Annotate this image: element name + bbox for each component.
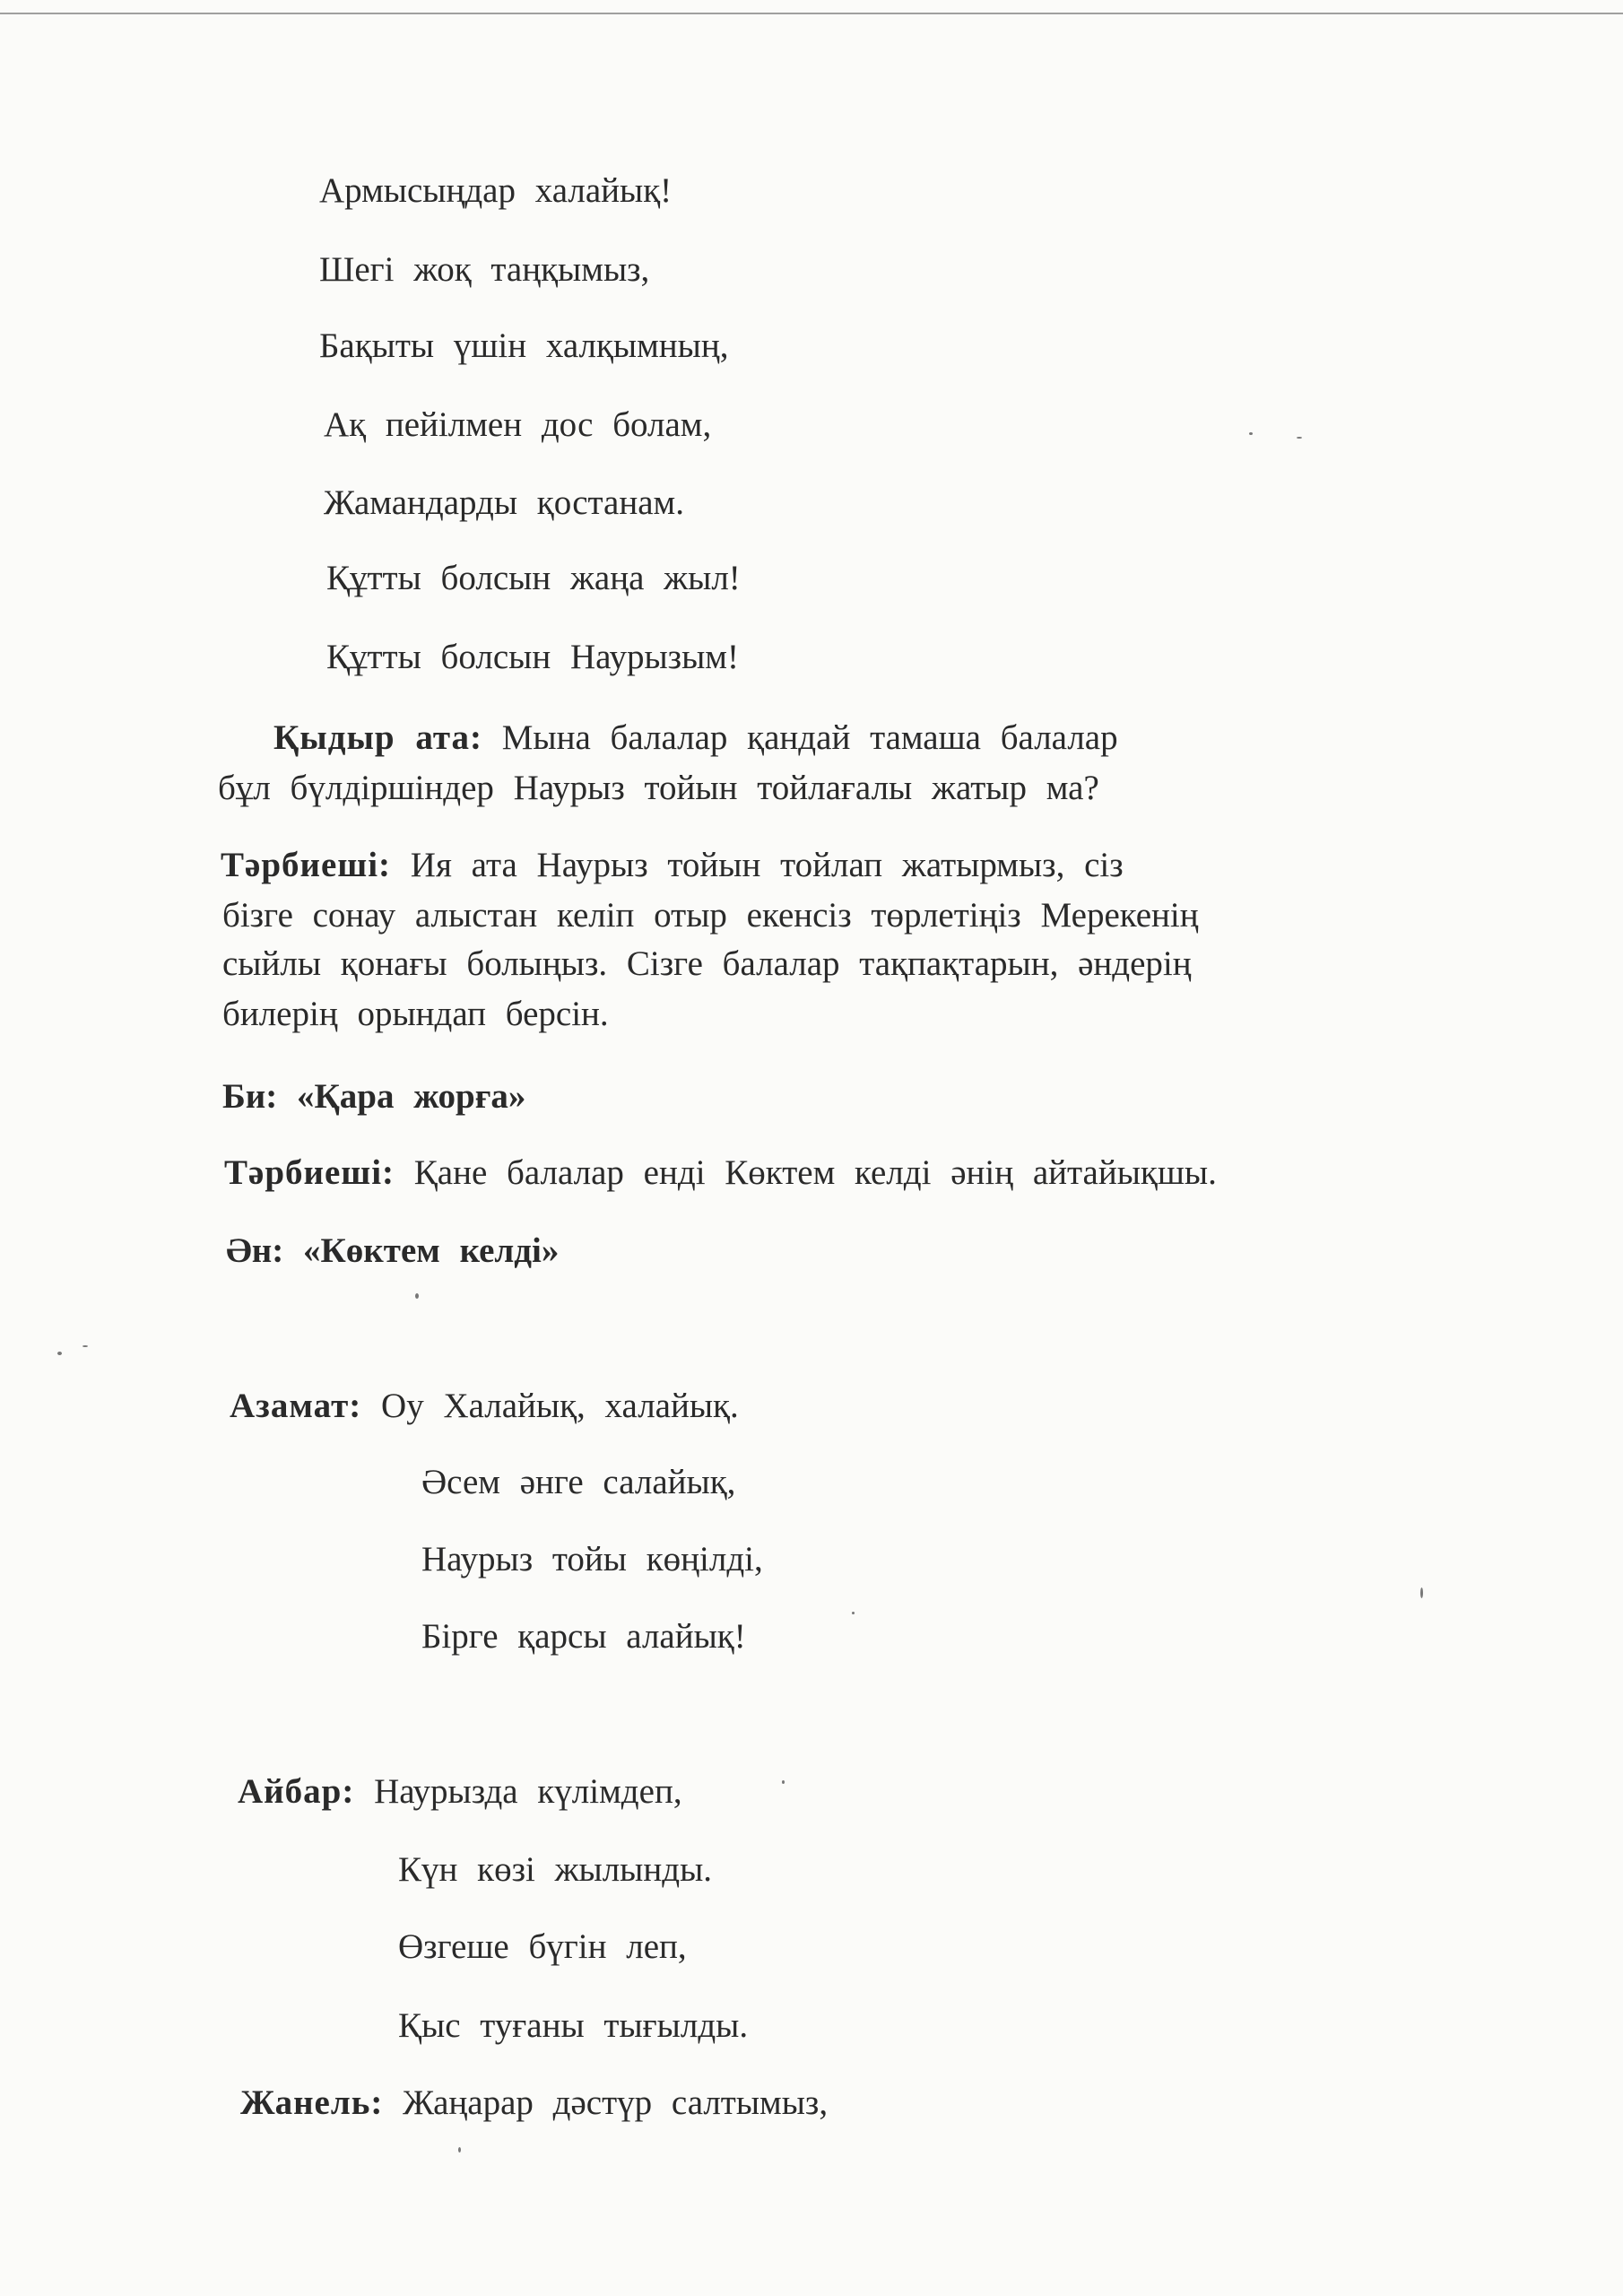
tarbieshi-text-2: бізге сонау алыстан келіп отыр екенсіз төрлетіңіз Мерекенің — [222, 896, 1199, 935]
aibar-line-1 — [238, 1771, 682, 1813]
scan-speck — [57, 1352, 62, 1355]
verse-line: Жамандарды қостанам. — [324, 483, 684, 522]
aibar-text-1: Наурызда күлімдеп, — [374, 1772, 682, 1811]
dance-title: «Қара жорға» — [297, 1077, 526, 1116]
scan-speck — [415, 1293, 419, 1299]
verse-line: Армысыңдар халайық! — [319, 171, 673, 210]
speaker-zhanel: Жанель: — [240, 2083, 384, 2122]
tarbieshi-line-1 — [221, 845, 1124, 886]
kydyr-text-1: Мына балалар қандай тамаша балалар — [501, 718, 1118, 757]
kydyr-text-2: бұл бүлдіршіндер Наурыз тойын тойлағалы жатыр ма? — [218, 769, 1099, 807]
tarbieshi-text-4: билерің орындап берсін. — [222, 995, 609, 1033]
azamat-text-2: Әсем әнге салайық, — [421, 1463, 736, 1501]
aibar-text-4: Қыс туғаны тығылды. — [398, 2006, 749, 2045]
scan-speck — [852, 1612, 855, 1614]
song-heading — [226, 1231, 559, 1272]
azamat-text-4: Бірге қарсы алайық! — [421, 1617, 746, 1656]
dance-heading — [222, 1076, 525, 1118]
tarbieshi-line-2 — [224, 1152, 1217, 1194]
speaker-tarbieshi: Тәрбиеші: — [221, 846, 392, 884]
zhanel-text-1: Жаңарар дәстүр салтымыз, — [403, 2083, 829, 2122]
scan-speck — [782, 1780, 785, 1784]
speaker-kydyr-ata: Қыдыр ата: — [273, 718, 482, 757]
kydyr-line-1 — [273, 718, 1118, 759]
scan-speck — [1297, 437, 1302, 439]
speaker-azamat: Азамат: — [230, 1387, 362, 1425]
verse-line: Шегі жоқ таңқымыз, — [319, 250, 650, 289]
tarbieshi-text-3: сыйлы қонағы болыңыз. Сізге балалар тақпақтарын, әндерің — [222, 944, 1192, 983]
verse-line: Ақ пейілмен дос болам, — [324, 405, 712, 444]
speaker-tarbieshi: Тәрбиеші: — [224, 1153, 395, 1192]
aibar-text-3: Өзгеше бүгін леп, — [398, 1927, 687, 1966]
scan-speck — [1420, 1587, 1423, 1598]
azamat-line-1 — [230, 1386, 739, 1427]
scan-speck — [458, 2147, 461, 2152]
verse-line: Құтты болсын жаңа жыл! — [326, 559, 741, 597]
azamat-text-3: Наурыз тойы көңілді, — [421, 1540, 763, 1578]
zhanel-line-1 — [240, 2083, 828, 2124]
verse-line: Бақыты үшін халқымның, — [319, 326, 729, 365]
tarbieshi2-text: Қане балалар енді Көктем келді әнің айтайықшы. — [413, 1153, 1217, 1192]
scan-top-edge — [0, 13, 1623, 14]
aibar-text-2: Күн көзі жылынды. — [398, 1850, 713, 1889]
tarbieshi-text-1: Ия ата Наурыз тойын тойлап жатырмыз, сіз — [410, 846, 1124, 884]
speaker-aibar: Айбар: — [238, 1772, 355, 1811]
scan-speck — [82, 1345, 88, 1347]
dance-label: Би: — [222, 1077, 278, 1116]
song-label: Ән: — [226, 1231, 284, 1270]
verse-line: Құтты болсын Наурызым! — [326, 638, 739, 676]
song-title: «Көктем келді» — [303, 1231, 560, 1270]
azamat-text-1: Оу Халайық, халайық. — [381, 1387, 739, 1425]
scan-speck — [1249, 432, 1253, 435]
